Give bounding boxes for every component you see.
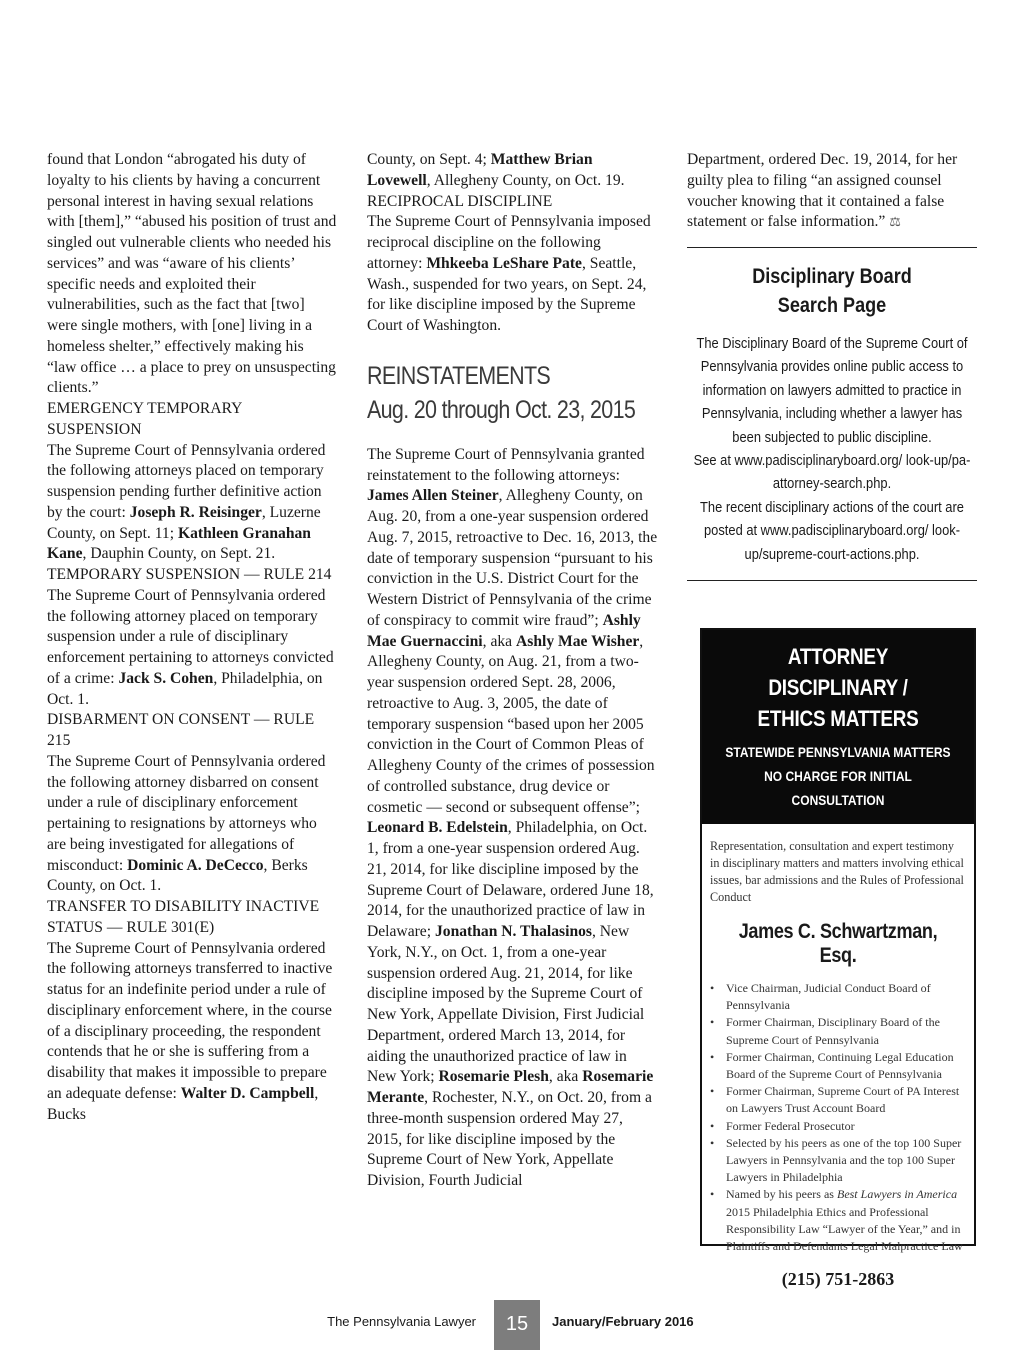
heading-disbarment-on-consent: DISBARMENT ON CONSENT — RULE 215 — [47, 711, 315, 749]
heading-transfer-to-disability: TRANSFER TO DISABILITY INACTIVE STATUS — RULE 301(E) — [47, 898, 320, 936]
list-item: • Selected by his peers as one of the top 100 Super Lawyers in Pennsylvania and the top 100 Super Lawyers in Philadelphia — [726, 1135, 966, 1187]
ad-credentials-list — [702, 980, 974, 1255]
paragraph-transfer-to-disability: The Supreme Court of Pennsylvania ordered the following attorneys transferred to inactive status for an indefinite period under a rule of disciplinary enforcement where, in the course of a disciplinary proceeding, the respondent contends that he or she is suffering from a disability that makes it impossible to prepare an adequate defense: Walter D. Campbell, Bucks — [47, 939, 333, 1123]
publication-name: The Pennsylvania Lawyer — [327, 1314, 476, 1329]
divider — [687, 247, 977, 248]
ad-attorney-name: James C. Schwartzman, Esq. — [738, 920, 938, 967]
column-1 — [47, 150, 337, 1125]
paragraph-reinstatements: The Supreme Court of Pennsylvania granted reinstatement to the following attorneys: James Allen Steiner, Allegheny County, on Aug. 20, from a one-year suspension ordered Aug. 7, 2015, retroactive to Dec. 16, 2013, the date of temporary suspension “pursuant to his conviction in the U.S. District Court for the Western District of Pennsylvania of the crime of conspiracy to commit wire fraud”; Ashly Mae Guernaccini, aka Ashly Mae Wisher, Allegheny County, on Aug. 21, from a two-year suspension ordered Sept. 28, 2006, retroactive to Aug. 3, 2005, the date of temporary suspension “based upon her 2005 conviction in the Court of Common Pleas of Allegheny County of the crimes of possession of controlled substance, drug device or cosmetic — second or subsequent offense”; Leonard B. Edelstein, Philadelphia, on Oct. 1, from a one-year suspension ordered Aug. 21, 2014, for like discipline imposed by the Supreme Court of Delaware, ordered June 18, 2014, for the unauthorized practice of law in Delaware; Jonathan N. Thalasinos, New York, N.Y., on Oct. 1, from a one-year suspension ordered Aug. 21, 2014, for like discipline imposed by the Supreme Court of New York, Appellate Division, First Judicial Department, ordered March 13, 2014, for aiding the unauthorized practice of law in New York; Rosemarie Plesh, aka Rosemarie Merante, Rochester, N.Y., on Oct. 20, from a three-month suspension ordered May 27, 2015, for like discipline imposed by the Supreme Court of New York, Appellate Division, Fourth Judicial — [367, 445, 658, 1189]
disciplinary-board-search-box — [687, 262, 977, 566]
column-2 — [367, 150, 659, 1192]
ad-headline: ATTORNEY DISCIPLINARY / ETHICS MATTERS — [757, 644, 919, 731]
page-number: 15 — [494, 1300, 540, 1350]
paragraph-reciprocal-discipline: The Supreme Court of Pennsylvania imposed reciprocal discipline on the following attorney: Mhkeeba LeShare Pate, Seattle, Wash., suspended for two years, on Sept. 24, for like discipline imposed by the Supreme Court of Washington. — [367, 213, 651, 334]
heading-reciprocal-discipline: RECIPROCAL DISCIPLINE — [367, 192, 553, 210]
page-footer — [0, 1300, 1024, 1350]
issue-date: January/February 2016 — [552, 1314, 694, 1329]
list-item: • Vice Chairman, Judicial Conduct Board of Pennsylvania — [726, 980, 966, 1014]
attorney-ethics-advertisement — [700, 628, 976, 1290]
paragraph-temporary-suspension: The Supreme Court of Pennsylvania ordered the following attorney placed on temporary suspension under a rule of disciplinary enforcement pertaining to attorneys convicted of a crime: Jack S. Cohen, Philadelphia, on Oct. 1. — [47, 586, 334, 708]
paragraph-continued: County, on Sept. 4; Matthew Brian Lovewell, Allegheny County, on Oct. 19. — [367, 151, 625, 189]
ad-subheadline: STATEWIDE PENNSYLVANIA MATTERS NO CHARGE FOR INITIAL CONSULTATION — [725, 744, 951, 808]
disciplinary-board-body: The Disciplinary Board of the Supreme Court of Pennsylvania provides online public access to information on lawyers admitted to practice in Pennsylvania, including whether a lawyer has been subjected to public discipline. See at www.padisciplinaryboard.org/ look-up/pa-attorney-search.php. The recent disciplinary actions of the court are posted at www.padisciplinaryboard.org/ look-up/supreme-court-actions.php. — [693, 335, 971, 563]
list-item: • Named by his peers as Best Lawyers in America 2015 Philadelphia Ethics and Professional Responsibility Law “Lawyer of the Year,” and in Plaintiffs and Defendants Legal Malpractice Law — [726, 1186, 966, 1255]
paragraph-emergency-temporary-suspension: The Supreme Court of Pennsylvania ordered the following attorneys placed on temporary suspension pending further definitive action by the court: Joseph R. Reisinger, Luzerne County, on Sept. 11; Kathleen Granahan Kane, Dauphin County, on Sept. 21. — [47, 441, 326, 563]
scales-of-justice-icon: ⚖ — [889, 214, 901, 230]
list-item: • Former Chairman, Supreme Court of PA Interest on Lawyers Trust Account Board — [726, 1083, 966, 1117]
disciplinary-board-title: Disciplinary Board Search Page — [752, 265, 912, 317]
paragraph-continued-col3: Department, ordered Dec. 19, 2014, for her guilty plea to filing “an assigned counsel voucher knowing that it contained a false statement or false information.” ⚖ — [687, 151, 958, 231]
heading-temporary-suspension-rule-214: TEMPORARY SUSPENSION — RULE 214 — [47, 566, 332, 583]
column-3 — [687, 150, 977, 595]
ad-intro: Representation, consultation and expert testimony in disciplinary matters and matters involving ethical issues, bar admissions and the Rules of Professional Conduct — [710, 839, 964, 904]
list-item: • Former Federal Prosecutor — [726, 1118, 966, 1135]
paragraph-disbarment-on-consent: The Supreme Court of Pennsylvania ordered the following attorney disbarred on consent under a rule of disciplinary enforcement pertaining to resignations by attorneys who are being investigated for allegations of misconduct: Dominic A. DeCecco, Berks County, on Oct. 1. — [47, 752, 326, 895]
paragraph-london: found that London “abrogated his duty of loyalty to his clients by having a concurrent personal interest in having sexual relations with [them],” “abused his position of trust and singled out vulnerable clients who needed his services” and was “aware of his clients’ specific needs and exploited their vulnerabilities, such as the fact that [two] were single mothers, with [one] living in a homeless shelter,” effectively making his “law office … a place to prey on unsuspecting clients.” — [47, 151, 337, 397]
divider — [687, 580, 977, 581]
list-item: • Former Chairman, Continuing Legal Education Board of the Supreme Court of Pennsylvania — [726, 1049, 966, 1083]
list-item: • Former Chairman, Disciplinary Board of the Supreme Court of Pennsylvania — [726, 1014, 966, 1048]
ad-phone-number: (215) 751-2863 — [781, 1269, 895, 1290]
ad-header — [702, 630, 974, 824]
section-title-reinstatements: REINSTATEMENTS Aug. 20 through Oct. 23, 2015 — [367, 361, 636, 424]
heading-emergency-temporary-suspension: EMERGENCY TEMPORARY SUSPENSION — [47, 400, 242, 438]
